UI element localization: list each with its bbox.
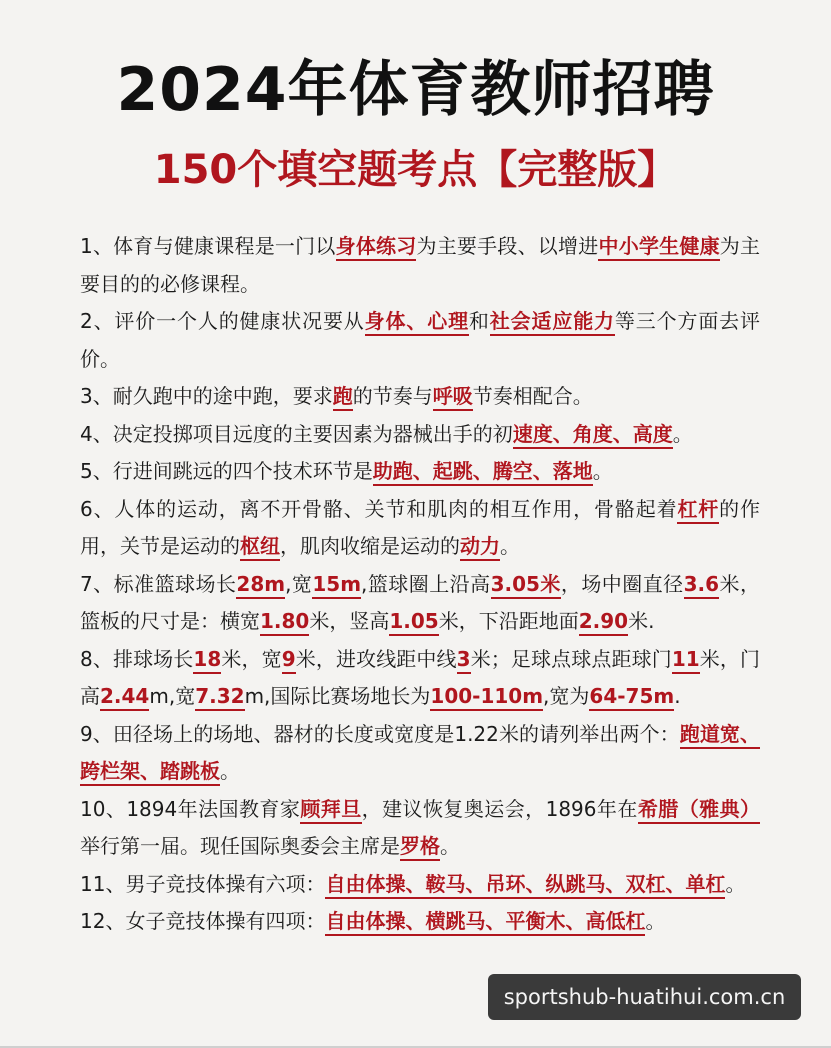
answer-highlight: 自由体操、鞍马、吊环、纵跳马、双杠、单杠 [325,872,725,899]
answer-highlight: 1.80 [260,609,309,636]
item-text: . [674,684,681,708]
item-text: ,宽 [285,571,313,596]
item-text: 9、田径场上的场地、器材的长度或宽度是1.22米的请列举出两个： [80,721,680,746]
list-item [80,866,760,904]
item-text: 为主要目的的必修课程。 [80,234,761,296]
page-subtitle: 150个填空题考点【完整版】 [153,147,678,193]
item-text: ,宽为 [543,684,590,708]
answer-highlight: 中小学生健康 [598,234,719,261]
item-text: 米. [628,609,655,633]
item-text: 8、排球场长 [80,646,194,671]
answer-highlight: 15m [312,572,361,599]
item-text: 等三个方面去评价。 [80,309,761,371]
question-list [80,228,760,941]
answer-highlight: 18 [193,647,221,674]
answer-highlight: 助跑、起跳、腾空、落地 [373,459,593,486]
list-item [80,453,760,491]
item-text: 10、1894年法国教育家 [80,796,301,821]
answer-highlight: 100-110m [430,684,543,711]
item-text: 的作用，关节是运动的 [80,496,761,558]
item-text: 米，门高 [80,646,761,708]
item-text: 7、标准篮球场长 [80,571,237,596]
answer-highlight: 跑道宽、跨栏架、踏跳板 [80,722,760,787]
item-text: ，肌肉收缩是运动的 [280,534,460,558]
item-text: 。 [645,909,666,933]
answer-highlight: 2.44 [100,684,149,711]
item-text: 米，宽 [221,646,282,671]
item-text: m,宽 [149,684,196,708]
item-text: 。 [500,534,520,558]
answer-highlight: 罗格 [400,834,440,861]
answer-highlight: 顾拜旦 [300,797,361,824]
list-item [80,228,760,303]
item-text: 2、评价一个人的健康状况要从 [80,309,365,333]
item-text: 。 [440,834,460,858]
item-text: 。 [672,421,693,446]
answer-highlight: 速度、角度、高度 [513,422,673,449]
item-text: 节奏相配合。 [472,384,593,408]
answer-highlight: 身体练习 [336,234,417,261]
answer-highlight: 3 [457,647,471,674]
answer-highlight: 杠杆 [677,497,719,524]
item-text: 举行第一届。现任国际奥委会主席是 [80,834,400,858]
list-item [80,716,760,791]
answer-highlight: 64-75m [589,684,674,711]
list-item [80,491,760,566]
item-text: 。 [220,759,240,783]
item-text: ，场中圈直径 [560,571,684,596]
answer-highlight: 28m [236,572,285,599]
list-item [80,791,760,866]
answer-highlight: 9 [282,647,296,674]
item-text: 4、决定投掷项目远度的主要因素为器械出手的初 [80,421,513,446]
answer-highlight: 身体、心理 [365,309,469,336]
list-item [80,303,760,378]
item-text: m,国际比赛场地长为 [244,684,431,708]
list-item [80,641,760,716]
item-text: 米，竖高 [309,609,390,633]
answer-highlight: 2.90 [579,609,628,636]
answer-highlight: 自由体操、横跳马、平衡木、高低杠 [325,909,645,936]
item-text: 1、体育与健康课程是一门以 [80,234,336,258]
answer-highlight: 希腊（雅典） [638,797,760,824]
item-text: 米，下沿距地面 [438,609,579,633]
list-item [80,416,760,454]
page-title: 2024年体育教师招聘 [116,55,715,125]
item-text: ,篮球圈上沿高 [361,571,491,596]
answer-highlight: 社会适应能力 [490,309,615,336]
answer-highlight: 3.6 [684,572,719,599]
item-text: 米，篮板的尺寸是：横宽 [80,571,760,633]
item-text: 的节奏与 [352,384,433,408]
list-item [80,566,760,641]
item-text: 和 [468,309,490,333]
item-text: ，建议恢复奥运会，1896年在 [361,796,638,821]
item-text: 。 [592,459,613,483]
answer-highlight: 3.05米 [491,572,561,599]
answer-highlight: 动力 [460,534,500,561]
answer-highlight: 枢纽 [240,534,280,561]
item-text: 12、女子竞技体操有四项： [80,909,326,933]
item-text: 3、耐久跑中的途中跑，要求 [80,384,333,408]
watermark-badge: sportshub-huatihui.com.cn [488,974,801,1020]
answer-highlight: 11 [672,647,700,674]
item-text: 6、人体的运动，离不开骨骼、关节和肌肉的相互作用，骨骼起着 [80,496,678,521]
item-text: 米，进攻线距中线 [295,646,457,671]
item-text: 5、行进间跳远的四个技术环节是 [80,459,373,483]
answer-highlight: 呼吸 [433,384,473,411]
list-item [80,378,760,416]
item-text: 米；足球点球点距球门 [470,646,672,671]
item-text: 为主要手段、以增进 [416,234,599,258]
item-text: 。 [725,871,746,896]
item-text: 11、男子竞技体操有六项： [80,871,326,896]
list-item [80,903,760,941]
answer-highlight: 跑 [333,384,353,411]
answer-highlight: 7.32 [195,684,244,711]
answer-highlight: 1.05 [389,609,438,636]
